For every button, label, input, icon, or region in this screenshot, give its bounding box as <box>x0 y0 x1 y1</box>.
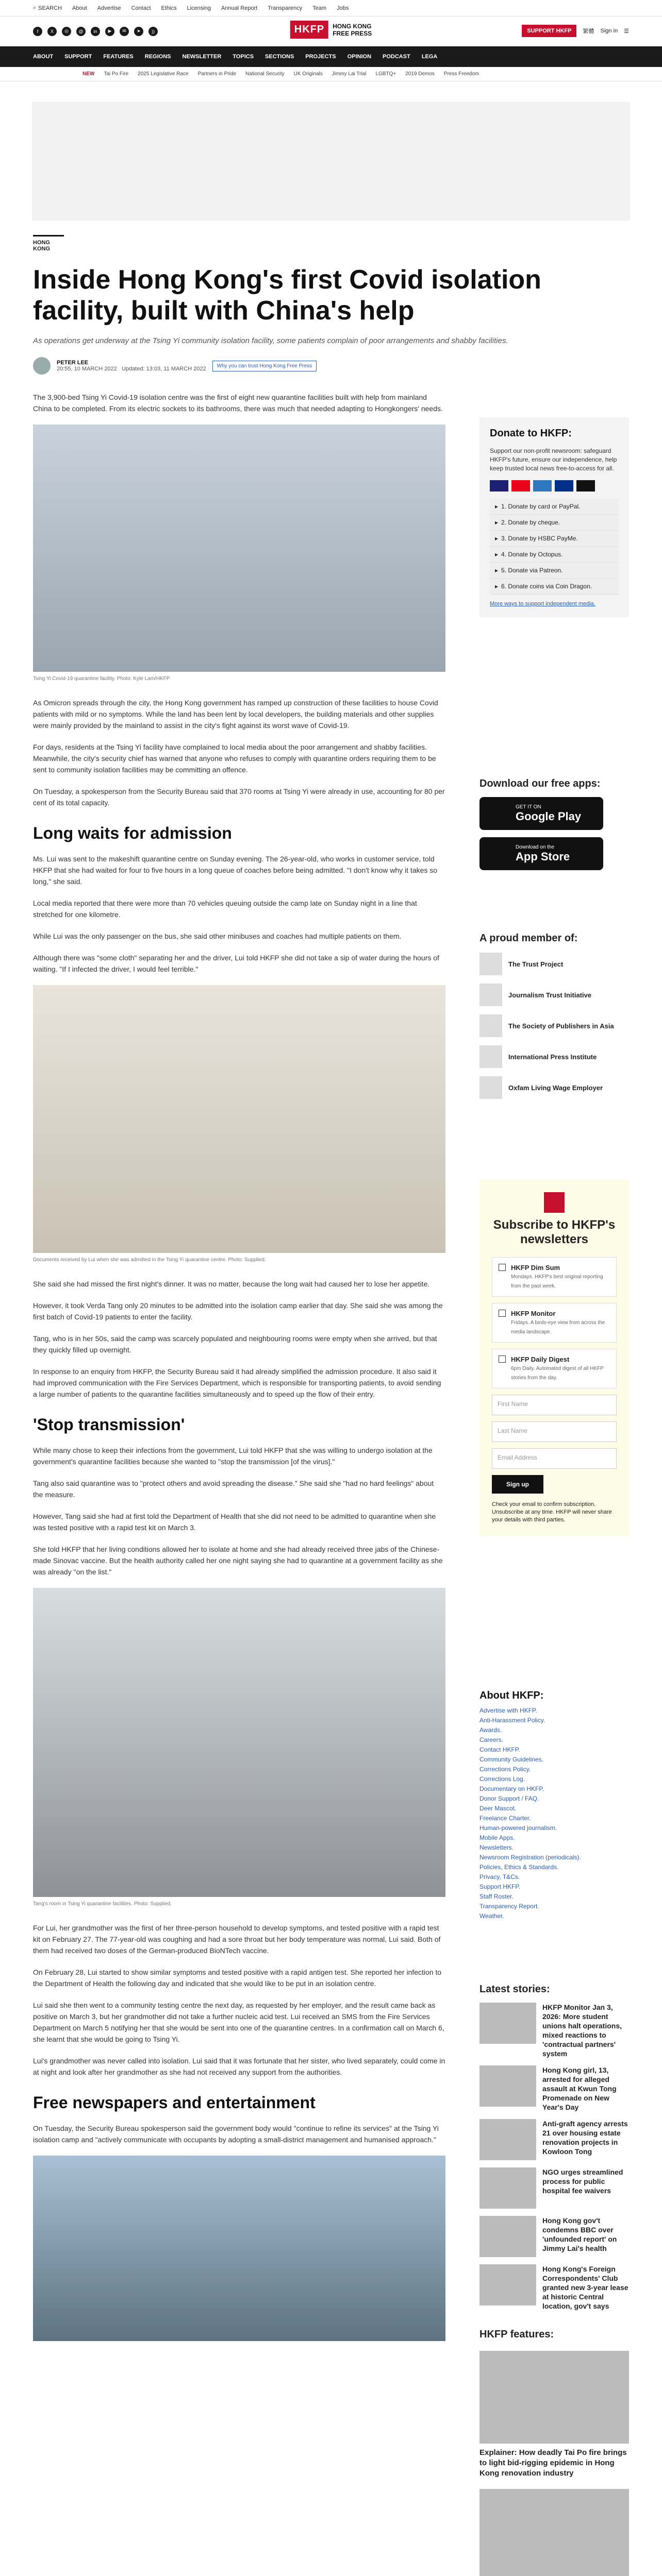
author-name[interactable]: PETER LEE <box>57 360 89 366</box>
about-link[interactable]: Careers. <box>479 1736 504 1743</box>
paragraph: For Lui, her grandmother was the first of her three-person household to develop symptoms, and tested positive with a rapid test kit on February 27. The 77-year-old was coughing and had a sore throat but her body temperature was normal, Lui said. Both of them had received two doses of the German-produced BioNTech vaccine. <box>33 1924 441 1955</box>
donate-option[interactable]: ▸ 3. Donate by HSBC PayMe. <box>490 531 619 547</box>
ad-banner[interactable] <box>32 102 630 221</box>
about-link[interactable]: Community Guidelines. <box>479 1756 544 1763</box>
story-thumbnail <box>479 2216 536 2257</box>
amex-icon <box>533 480 552 492</box>
paragraph: On Tuesday, the Security Bureau spokesperson said the government body would "continue to refine its services" at the Tsing Yi isolation camp and "actively communicate with occupants by adopting a small-district management and humanised approach." <box>33 2124 439 2144</box>
linkedin-icon[interactable]: in <box>91 27 100 36</box>
about-link[interactable]: Freelance Charter. <box>479 1815 531 1822</box>
signin-link[interactable]: Sign in <box>600 28 618 34</box>
about-link[interactable]: Corrections Policy. <box>479 1766 531 1773</box>
chevron-right-icon: ▸ <box>495 567 499 574</box>
ticker-item[interactable]: Jimmy Lai Trial <box>332 71 367 77</box>
story-thumbnail <box>479 2264 536 2306</box>
ipi-logo <box>479 1045 502 1068</box>
paragraph: Lui's grandmother was never called into isolation. Lui said that it was fortunate that her sister, who lived separately, could come in at night and look after her grandmother as she had not received any support from the authorities. <box>33 2057 445 2076</box>
trust-link[interactable]: Why you can trust Hong Kong Free Press <box>212 361 317 371</box>
paragraph: As Omicron spreads through the city, the Hong Kong government has ramped up construction of these facilities to house Covid patients with mild or no symptoms. While the land has been lent by local developers, the building materials and other supplies were mainly provided by the mainland to assist in the city's fight against its worst wave of Covid-19. <box>33 699 438 730</box>
about-link[interactable]: Anti-Harassment Policy. <box>479 1717 545 1724</box>
story-thumbnail <box>479 2119 536 2160</box>
donate-option[interactable]: ▸ 6. Donate coins via Coin Dragon. <box>490 579 619 595</box>
instagram-icon[interactable]: ◎ <box>62 27 71 36</box>
article-photo <box>33 1588 445 1897</box>
story-thumbnail <box>479 2003 536 2044</box>
trust-project-logo <box>479 953 502 975</box>
standfirst: As operations get underway at the Tsing Yi community isolation facility, some patients complain of poor arrangements and shabby facilities. <box>33 336 508 345</box>
telegram-icon[interactable]: ➤ <box>134 27 143 36</box>
feature-thumbnail <box>479 2351 629 2444</box>
ticker-label: NEW <box>82 71 95 77</box>
donate-option[interactable]: ▸ 2. Donate by cheque. <box>490 515 619 531</box>
topbar-link[interactable]: Team <box>312 5 327 11</box>
more-support-link[interactable]: More ways to support independent media. <box>490 601 595 607</box>
about-link[interactable]: Transparency Report. <box>479 1903 539 1910</box>
widget-title: Latest stories: <box>479 1984 550 1995</box>
search-link[interactable]: ⌕ SEARCH <box>33 5 62 11</box>
paragraph: Local media reported that there were more than 70 vehicles queuing outside the camp late on Sunday night in a line that stretched for one kilometre. <box>33 899 417 919</box>
chevron-right-icon: ▸ <box>495 551 499 558</box>
paragraph: On Tuesday, a spokesperson from the Security Bureau said that 370 rooms at Tsing Yi were already in use, accounting for 80 per cent of its total capacity. <box>33 787 445 807</box>
donate-option[interactable]: ▸ 5. Donate via Patreon. <box>490 563 619 579</box>
publish-date: 20:55, 10 MARCH 2022 <box>57 366 117 372</box>
widget-title: A proud member of: <box>479 933 578 944</box>
newsletter-option[interactable]: HKFP Monitor Fridays. A birds-eye view from across the media landscape. <box>492 1303 617 1343</box>
widget-title: Donate to HKFP: <box>490 428 572 439</box>
ticker-item[interactable]: Partners in Pride <box>197 71 237 77</box>
paragraph: The 3,900-bed Tsing Yi Covid-19 isolation centre was the first of eight new quarantine facilities built with help from mainland China to be completed. From its electric sockets to its bathrooms, there was much that needed adapting to Hongkongers' needs. <box>33 393 443 413</box>
newsletter-note: Check your email to confirm subscription. Unsubscribe at any time. HKFP will never share your details with third parties. <box>492 1501 612 1523</box>
member-badge[interactable]: The Trust Project <box>479 953 629 975</box>
paragraph: In response to an enquiry from HKFP, the Security Bureau said it had already simplified the admission procedure. It also said it had improved communication with the Fire Services Department, which is responsible for transporting patients, to avoid sending a large number of patients to the quarantine facilities simultaneously and to speed up the flow of their entry. <box>33 1367 441 1398</box>
rss-icon[interactable]: )) <box>148 27 158 36</box>
nav-item[interactable]: PODCAST <box>383 54 410 60</box>
article-photo <box>33 425 445 672</box>
latest-story[interactable]: HKFP Monitor Jan 3, 2026: More student unions halt operations, mixed reactions to 'contractual partners' system <box>479 2003 629 2058</box>
feature-story[interactable]: Explainer: How deadly Tai Po fire brings to light bid-rigging epidemic in Hong Kong renovation industry <box>479 2351 629 2479</box>
about-links <box>479 1707 629 1920</box>
photo-caption: Tsing Yi Covid-19 quarantine facility. Photo: Kyle Lam/HKFP <box>33 676 170 682</box>
ticker-item[interactable]: 2025 Legislative Race <box>138 71 189 77</box>
member-badge[interactable]: The Society of Publishers in Asia <box>479 1014 629 1037</box>
menu-icon[interactable]: ☰ <box>624 28 629 35</box>
newsletter-widget <box>479 1180 629 1536</box>
checkbox[interactable] <box>499 1355 506 1363</box>
about-link[interactable]: Donor Support / FAQ. <box>479 1795 539 1802</box>
subheading: 'Stop transmission' <box>33 1415 185 1434</box>
feature-thumbnail <box>479 2489 629 2576</box>
subheading: Long waits for admission <box>33 824 232 842</box>
about-link[interactable]: Deer Mascot. <box>479 1805 517 1812</box>
article-body <box>33 392 445 2341</box>
widget-title: HKFP features: <box>479 2329 554 2340</box>
email-icon[interactable]: ✉ <box>120 27 129 36</box>
oxfam-logo <box>479 1076 502 1099</box>
support-button[interactable]: SUPPORT HKFP <box>522 25 576 37</box>
chevron-right-icon: ▸ <box>495 583 499 590</box>
hkfp-logo[interactable] <box>290 21 372 39</box>
trending-ticker <box>0 67 662 81</box>
member-badge[interactable]: International Press Institute <box>479 1045 629 1068</box>
byline <box>33 357 629 375</box>
about-link[interactable]: Human-powered journalism. <box>479 1824 557 1832</box>
nav-item[interactable]: TOPICS <box>233 54 254 60</box>
x-icon[interactable]: X <box>47 27 57 36</box>
article-photo <box>33 2156 445 2341</box>
paragraph: Although there was "some cloth" separating her and the driver, Lui told HKFP she did not take a sip of water during the hours of waiting. "If I infected the driver, I would feel terrible." <box>33 954 439 973</box>
donate-text: Support our non-profit newsroom: safeguard HKFP's future, ensure our independence, help keep trusted local news free-to-access for all. <box>490 447 617 472</box>
topbar-link[interactable]: Contact <box>131 5 151 11</box>
donate-option[interactable]: ▸ 4. Donate by Octopus. <box>490 547 619 563</box>
about-link[interactable]: Advertise with HKFP. <box>479 1707 537 1714</box>
payment-icons <box>490 480 619 492</box>
paragraph: For days, residents at the Tsing Yi facility have complained to local media about the poor arrangement and shabby facilities. Meanwhile, the city's security chief has warned that anyone who refuses to comply with quarantine orders requiring them to be sent to community isolation facilities may be committing an offence. <box>33 743 436 774</box>
nav-item[interactable]: SUPPORT <box>64 54 92 60</box>
applepay-icon <box>576 480 595 492</box>
nav-item[interactable]: SECTIONS <box>265 54 294 60</box>
section-label[interactable]: HONG KONG <box>33 235 64 252</box>
threads-icon[interactable]: @ <box>76 27 86 36</box>
paragraph: Tang, who is in her 50s, said the camp was scarcely populated and neighbouring rooms were empty when she arrived, but that they quickly filled up overnight. <box>33 1334 437 1354</box>
jti-logo <box>479 984 502 1006</box>
facebook-icon[interactable]: f <box>33 27 42 36</box>
email-input[interactable]: Email Address <box>492 1448 617 1469</box>
google-play-badge[interactable]: GET IT ON Google Play <box>479 797 603 830</box>
latest-story[interactable]: Anti-graft agency arrests 21 over housing estate renovation projects in Kowloon Tong <box>479 2119 629 2160</box>
about-link[interactable]: Documentary on HKFP. <box>479 1785 544 1792</box>
story-thumbnail <box>479 2167 536 2209</box>
photo-caption: Tang's room in Tsing Yi quarantine facilities. Photo: Supplied. <box>33 1901 172 1907</box>
header-actions <box>522 25 629 37</box>
mastercard-icon <box>511 480 530 492</box>
nav-item[interactable]: LEGA <box>421 54 438 60</box>
main-nav <box>0 46 662 67</box>
about-link[interactable]: Awards. <box>479 1726 502 1734</box>
donate-option[interactable]: ▸ 1. Donate by card or PayPal. <box>490 499 619 515</box>
paragraph: She told HKFP that her living conditions allowed her to isolate at home and she had already received three jabs of the Chinese-made Sinovac vaccine. But the health authority called her one night saying she had to quarantine at a government facility as she was already "on the list." <box>33 1545 443 1576</box>
logo-mark: HKFP <box>290 21 328 39</box>
about-link[interactable]: Contact HKFP. <box>479 1746 520 1753</box>
signup-button[interactable]: Sign up <box>492 1475 543 1494</box>
about-widget <box>479 1690 629 1922</box>
chevron-right-icon: ▸ <box>495 535 499 542</box>
widget-title: Subscribe to HKFP's newsletters <box>493 1218 616 1246</box>
nav-item[interactable]: PROJECTS <box>305 54 336 60</box>
member-badge[interactable]: Oxfam Living Wage Employer <box>479 1076 629 1099</box>
apps-widget <box>479 778 629 877</box>
nav-item[interactable]: ABOUT <box>33 54 54 60</box>
topbar-link[interactable]: Annual Report <box>221 5 258 11</box>
search-icon: ⌕ <box>33 5 37 11</box>
latest-widget <box>479 1984 629 2318</box>
latest-story[interactable]: Hong Kong's Foreign Correspondents' Club granted new 3-year lease at historic Central location, gov't says <box>479 2264 629 2311</box>
widget-title: Download our free apps: <box>479 778 601 789</box>
topbar-link[interactable]: Jobs <box>337 5 349 11</box>
language-toggle[interactable]: 繁體 <box>583 28 594 35</box>
member-badge[interactable]: Journalism Trust Initiative <box>479 984 629 1006</box>
last-name-input[interactable]: Last Name <box>492 1421 617 1442</box>
paragraph: However, Tang said she had at first told the Department of Health that she did not need to be admitted to quarantine when she was tested positive with a rapid test kit on March 3. <box>33 1512 436 1532</box>
topbar-link[interactable]: About <box>72 5 87 11</box>
paypal-icon <box>555 480 573 492</box>
about-link[interactable]: Privacy, T&Cs. <box>479 1873 520 1880</box>
paragraph: While many chose to keep their infections from the government, Lui told HKFP that she was willing to undergo isolation at the government's quarantine facilities because she wanted to "stop the transmission [of the virus]." <box>33 1446 433 1466</box>
about-link[interactable]: Corrections Log. <box>479 1775 525 1783</box>
topbar-link[interactable]: Advertise <box>97 5 121 11</box>
paragraph: Tang also said quarantine was to "protect others and avoid spreading the disease." She said she "had no hard feelings" about the measure. <box>33 1479 434 1499</box>
headline: Inside Hong Kong's first Covid isolation facility, built with China's help <box>33 265 541 326</box>
about-link[interactable]: Mobile Apps. <box>479 1834 515 1841</box>
brand-row <box>0 16 662 46</box>
top-utility-bar <box>0 0 662 16</box>
logo-text: HONG KONG FREE PRESS <box>333 22 372 37</box>
subheading: Free newspapers and entertainment <box>33 2093 316 2112</box>
paragraph: While Lui was the only passenger on the bus, she said other minibuses and coaches had multiple patients on them. <box>33 932 402 940</box>
paragraph: Ms. Lui was sent to the makeshift quarantine centre on Sunday evening. The 26-year-old, who works in customer service, told HKFP that she had waited for four to five hours in a long queue of coaches before being admitted. "I don't know why it takes so long," she said. <box>33 855 438 886</box>
donate-widget <box>479 417 629 617</box>
ticker-item[interactable]: National Security <box>245 71 285 77</box>
nav-item[interactable]: OPINION <box>347 54 372 60</box>
about-link[interactable]: Policies, Ethics & Standards. <box>479 1863 559 1871</box>
about-link[interactable]: Staff Roster. <box>479 1893 514 1900</box>
widget-title: About HKFP: <box>479 1690 544 1701</box>
newsletter-option[interactable]: HKFP Dim Sum Mondays. HKFP's best original reporting from the past week. <box>492 1257 617 1297</box>
hkfp-small-logo <box>544 1192 565 1213</box>
author-avatar <box>33 357 51 375</box>
photo-caption: Documents received by Lui when she was admitted in the Tsing Yi quarantine centre. Photo: Supplied. <box>33 1257 266 1263</box>
paragraph: Lui said she then went to a community testing centre the next day, as requested by her employer, and the result came back as positive on March 3, but her grandmother did not take a further nucleic acid test. Lui received an SMS from the Fire Services Department on March 5 notifying her that she would be sent into one of the quarantine centres. In a confirmation call on March 6, she learnt that she would be going to Tsing Yi. <box>33 2001 444 2043</box>
app-store-badge[interactable]: Download on the App Store <box>479 837 603 870</box>
ticker-item[interactable]: Press Freedom <box>443 71 479 77</box>
topbar-link[interactable]: Licensing <box>187 5 211 11</box>
about-link[interactable]: Newsletters. <box>479 1844 514 1851</box>
latest-story[interactable]: NGO urges streamlined process for public hospital fee waivers <box>479 2167 629 2209</box>
latest-story[interactable]: Hong Kong gov't condemns BBC over 'unfounded report' on Jimmy Lai's health <box>479 2216 629 2257</box>
about-link[interactable]: Newsroom Registration (periodicals). <box>479 1854 581 1861</box>
updated-date: Updated: 13:03, 11 MARCH 2022 <box>121 366 206 372</box>
ticker-item[interactable]: UK Originals <box>293 71 323 77</box>
feature-story[interactable] <box>479 2489 629 2576</box>
article-photo <box>33 985 445 1253</box>
topbar-link[interactable]: Transparency <box>268 5 303 11</box>
chevron-right-icon: ▸ <box>495 519 499 526</box>
checkbox[interactable] <box>499 1264 506 1271</box>
topbar-link[interactable]: Ethics <box>161 5 177 11</box>
social-links <box>33 27 158 36</box>
nav-item[interactable]: REGIONS <box>144 54 171 60</box>
nav-item[interactable]: FEATURES <box>103 54 134 60</box>
sopa-logo <box>479 1014 502 1037</box>
paragraph: She said she had missed the first night's dinner. It was no matter, because the long wait had caused her to lose her appetite. <box>33 1280 430 1288</box>
memberships-widget <box>479 933 629 1107</box>
checkbox[interactable] <box>499 1310 506 1317</box>
ticker-item[interactable]: 2019 Demos <box>405 71 435 77</box>
visa-icon <box>490 480 508 492</box>
ticker-item[interactable]: Tai Po Fire <box>104 71 129 77</box>
chevron-right-icon: ▸ <box>495 503 499 510</box>
ticker-item[interactable]: LGBTQ+ <box>375 71 396 77</box>
nav-item[interactable]: NEWSLETTER <box>182 54 222 60</box>
paragraph: On February 28, Lui started to show similar symptoms and tested positive with a rapid antigen test. She reported her infection to the Department of Health the following day and indicated that she would like to be put in an isolation centre. <box>33 1968 442 1988</box>
about-link[interactable]: Weather. <box>479 1912 504 1920</box>
newsletter-option[interactable]: HKFP Daily Digest 6pm Daily. Automated digest of all HKFP stories from the day. <box>492 1349 617 1388</box>
first-name-input[interactable]: First Name <box>492 1395 617 1415</box>
youtube-icon[interactable]: ▶ <box>105 27 114 36</box>
about-link[interactable]: Support HKFP. <box>479 1883 521 1890</box>
latest-story[interactable]: Hong Kong girl, 13, arrested for alleged assault at Kwun Tong Promenade on New Year's Day <box>479 2065 629 2112</box>
paragraph: However, it took Verda Tang only 20 minutes to be admitted into the isolation camp earlier that day. She said she was among the first batch of Covid-19 patients to enter the facility. <box>33 1301 443 1321</box>
story-thumbnail <box>479 2065 536 2107</box>
features-widget <box>479 2329 629 2576</box>
